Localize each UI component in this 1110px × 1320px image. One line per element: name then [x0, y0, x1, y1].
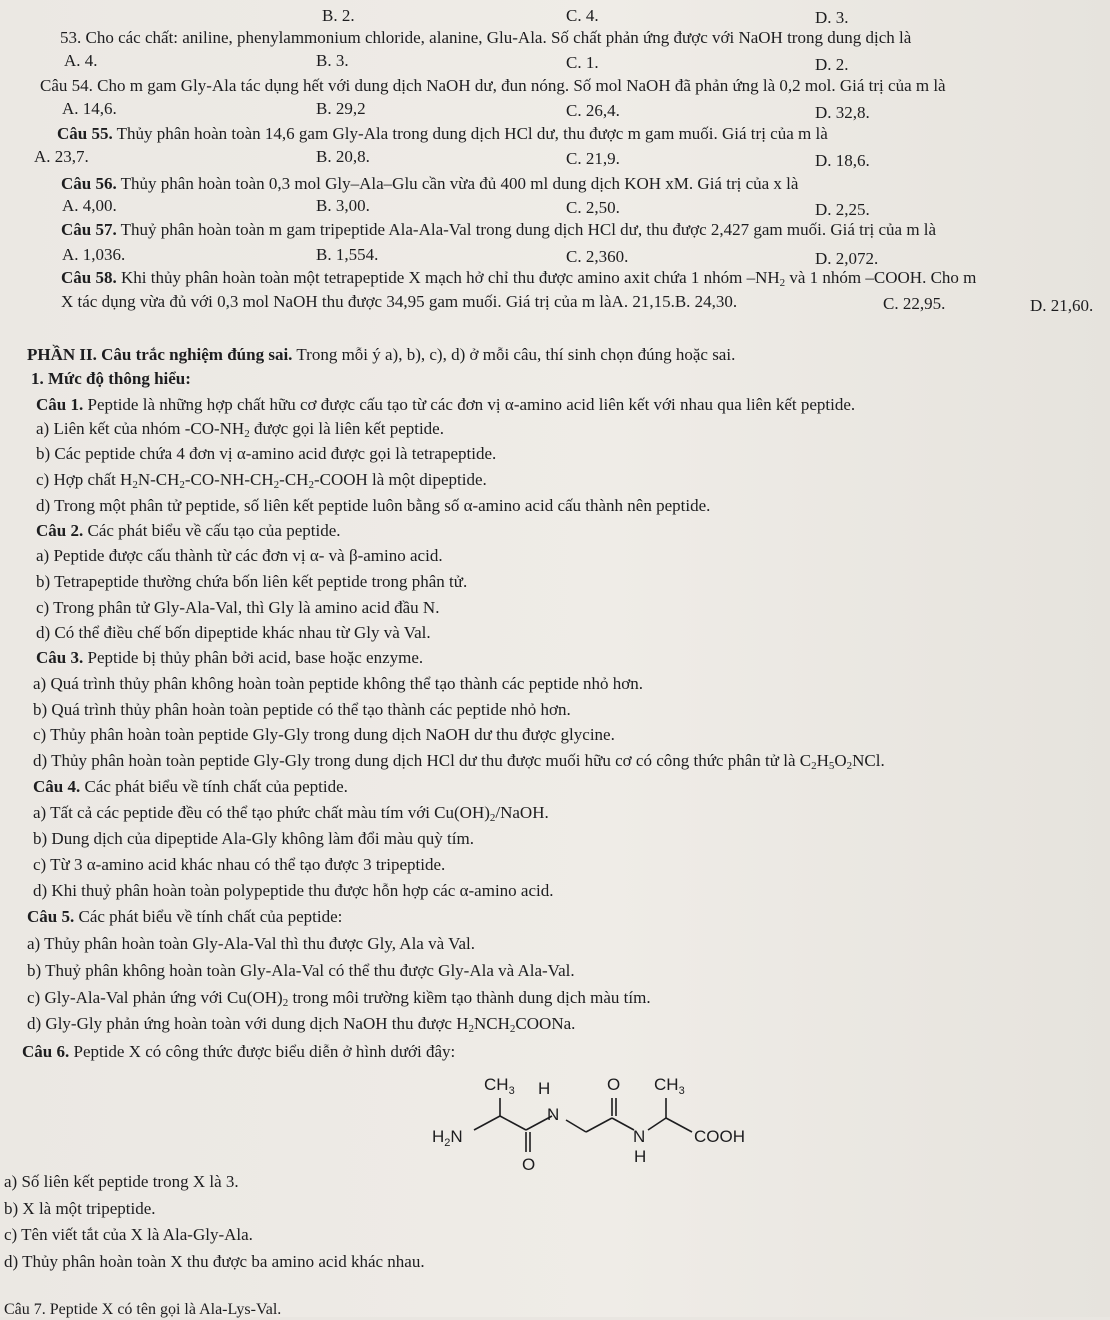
- q53-text: 53. Cho các chất: aniline, phenylammonium chloride, alanine, Glu-Ala. Số chất phản ứng được với NaOH trong dung dịch là: [60, 28, 912, 47]
- c6-b: b) X là một tripeptide.: [4, 1199, 156, 1218]
- q54-b: B. 29,2: [316, 99, 366, 118]
- c5-d: d) Gly-Gly phản ứng hoàn toàn với dung dịch NaOH thu được $H_2NCH_2COONa$.: [27, 1014, 576, 1035]
- q57-b: B. 1,554.: [316, 245, 379, 264]
- q55-c: C. 21,9.: [566, 149, 620, 168]
- c2-b: b) Tetrapeptide thường chứa bốn liên kết peptide trong phân tử.: [36, 572, 468, 591]
- q54-a: A. 14,6.: [62, 99, 117, 118]
- q58-text-line2: X tác dụng vừa đủ với 0,3 mol NaOH thu được 34,95 gam muối. Giá trị của m làA. 21,15.B. 24,30.: [61, 292, 738, 311]
- q55-b: B. 20,8.: [316, 147, 370, 166]
- q57-text: Câu 57. Thuỷ phân hoàn toàn m gam tripeptide Ala-Ala-Val trong dung dịch HCl dư, thu được 2,427 gam muối. Giá trị của m là: [61, 220, 937, 239]
- q53-b: B. 3.: [316, 51, 349, 70]
- c3-a: a) Quá trình thủy phân không hoàn toàn peptide không thể tạo thành các peptide nhỏ hơn.: [33, 674, 643, 693]
- q55-a: A. 23,7.: [34, 147, 89, 166]
- option-d: D. 3.: [815, 8, 849, 27]
- c4-c: c) Từ 3 α-amino acid khác nhau có thể tạo được 3 tripeptide.: [33, 855, 446, 874]
- c3-stem: Câu 3. Peptide bị thủy phân bởi acid, base hoặc enzyme.: [36, 648, 424, 667]
- part2-title: PHẦN II. Câu trắc nghiệm đúng sai. Trong mỗi ý a), b), c), d) ở mỗi câu, thí sinh chọn đúng hoặc sai.: [27, 345, 736, 364]
- q54-c: C. 26,4.: [566, 101, 620, 120]
- c5-c: c) Gly-Ala-Val phản ứng với $Cu(OH)_2$ trong môi trường kiềm tạo thành dung dịch màu tím.: [27, 988, 651, 1009]
- option-b: B. 2.: [322, 6, 355, 25]
- q56-a: A. 4,00.: [62, 196, 117, 215]
- n-top: N: [547, 1105, 560, 1124]
- level-heading: 1. Mức độ thông hiểu:: [31, 369, 191, 388]
- c5-b: b) Thuỷ phân không hoàn toàn Gly-Ala-Val có thể thu được Gly-Ala và Ala-Val.: [27, 961, 575, 980]
- q55-d: D. 18,6.: [815, 151, 870, 170]
- q57-c: C. 2,360.: [566, 247, 629, 266]
- c3-d: d) Thủy phân hoàn toàn peptide Gly-Gly trong dung dịch HCl dư thu được muối hữu cơ có công thức phân tử là $C_2H_5O_2NCl$.: [33, 751, 885, 772]
- q53-a: A. 4.: [64, 51, 98, 70]
- q58-text-line1: Câu 58. Khi thủy phân hoàn toàn một tetrapeptide X mạch hở chỉ thu được amino axit chứa 1 nhóm $-NH_2$ và 1 nhóm –COOH. Cho m: [61, 268, 977, 289]
- c2-c: c) Trong phân tử Gly-Ala-Val, thì Gly là amino acid đầu N.: [36, 598, 440, 617]
- ch3-right: $CH_3$: [654, 1075, 685, 1097]
- q55-text: Câu 55. Thủy phân hoàn toàn 14,6 gam Gly-Ala trong dung dịch HCl dư, thu được m gam muối. Giá trị của m là: [57, 124, 828, 143]
- q57-a: A. 1,036.: [62, 245, 126, 264]
- c1-c: c) Hợp chất $H_2N-CH_2-CO-NH-CH_2-CH_2$-COOH là một dipeptide.: [36, 470, 487, 491]
- c1-stem: Câu 1. Peptide là những hợp chất hữu cơ được cấu tạo từ các đơn vị α-amino acid liên kết với nhau qua liên kết peptide.: [36, 395, 856, 414]
- c6-a: a) Số liên kết peptide trong X là 3.: [4, 1172, 239, 1191]
- c2-d: d) Có thể điều chế bốn dipeptide khác nhau từ Gly và Val.: [36, 623, 431, 642]
- c4-b: b) Dung dịch của dipeptide Ala-Gly không làm đổi màu quỳ tím.: [33, 829, 474, 848]
- o-top: O: [607, 1075, 621, 1094]
- q58-c: C. 22,95.: [883, 294, 946, 313]
- c1-d: d) Trong một phân tử peptide, số liên kết peptide luôn bằng số α-amino acid cấu thành nên peptide.: [36, 496, 711, 515]
- c4-d: d) Khi thuỷ phân hoàn toàn polypeptide thu được hỗn hợp các α-amino acid.: [33, 881, 554, 900]
- c1-b: b) Các peptide chứa 4 đơn vị α-amino acid được gọi là tetrapeptide.: [36, 444, 497, 463]
- h2n-label: $H_2N$: [432, 1127, 463, 1149]
- q56-b: B. 3,00.: [316, 196, 370, 215]
- q58-d: D. 21,60.: [1030, 296, 1094, 315]
- c5-a: a) Thủy phân hoàn toàn Gly-Ala-Val thì thu được Gly, Ala và Val.: [27, 934, 475, 953]
- cooh-label: COOH: [694, 1127, 745, 1146]
- n-bottom: N: [633, 1127, 646, 1146]
- ch3-left: $CH_3$: [484, 1075, 515, 1097]
- peptide-structure-diagram: [428, 1060, 788, 1180]
- c7-partial: Câu 7. Peptide X có tên gọi là Ala-Lys-Val.: [4, 1301, 282, 1318]
- option-c: C. 4.: [566, 6, 599, 25]
- h-top: H: [538, 1079, 551, 1098]
- c5-stem: Câu 5. Các phát biểu về tính chất của peptide:: [27, 907, 343, 926]
- c6-d: d) Thủy phân hoàn toàn X thu được ba amino acid khác nhau.: [4, 1252, 425, 1271]
- c1-a: a) Liên kết của nhóm $-CO-NH_2$ được gọi là liên kết peptide.: [36, 419, 444, 440]
- q53-c: C. 1.: [566, 53, 599, 72]
- q56-c: C. 2,50.: [566, 198, 620, 217]
- o-bottom: O: [522, 1155, 536, 1174]
- q56-d: D. 2,25.: [815, 200, 870, 219]
- q53-d: D. 2.: [815, 55, 849, 74]
- c4-a: a) Tất cả các peptide đều có thể tạo phức chất màu tím với $Cu(OH)_2$/NaOH.: [33, 803, 549, 824]
- h-bottom: H: [634, 1147, 647, 1166]
- c6-stem: Câu 6. Peptide X có công thức được biểu diễn ở hình dưới đây:: [22, 1042, 456, 1061]
- q56-text: Câu 56. Thủy phân hoàn toàn 0,3 mol Gly–Ala–Glu cần vừa đủ 400 ml dung dịch KOH xM. Giá trị của x là: [61, 174, 799, 193]
- q54-d: D. 32,8.: [815, 103, 870, 122]
- c4-stem: Câu 4. Các phát biểu về tính chất của peptide.: [33, 777, 348, 796]
- q54-text: Câu 54. Cho m gam Gly-Ala tác dụng hết với dung dịch NaOH dư, đun nóng. Số mol NaOH đã phản ứng là 0,2 mol. Giá trị của m là: [40, 76, 946, 95]
- structure-bonds: [474, 1098, 692, 1152]
- c2-stem: Câu 2. Các phát biểu về cấu tạo của peptide.: [36, 521, 341, 540]
- c6-c: c) Tên viết tắt của X là Ala-Gly-Ala.: [4, 1225, 253, 1244]
- c2-a: a) Peptide được cấu thành từ các đơn vị α- và β-amino acid.: [36, 546, 443, 565]
- c3-c: c) Thủy phân hoàn toàn peptide Gly-Gly trong dung dịch NaOH dư thu được glycine.: [33, 725, 615, 744]
- c3-b: b) Quá trình thủy phân hoàn toàn peptide có thể tạo thành các peptide nhỏ hơn.: [33, 700, 571, 719]
- q57-d: D. 2,072.: [815, 249, 879, 268]
